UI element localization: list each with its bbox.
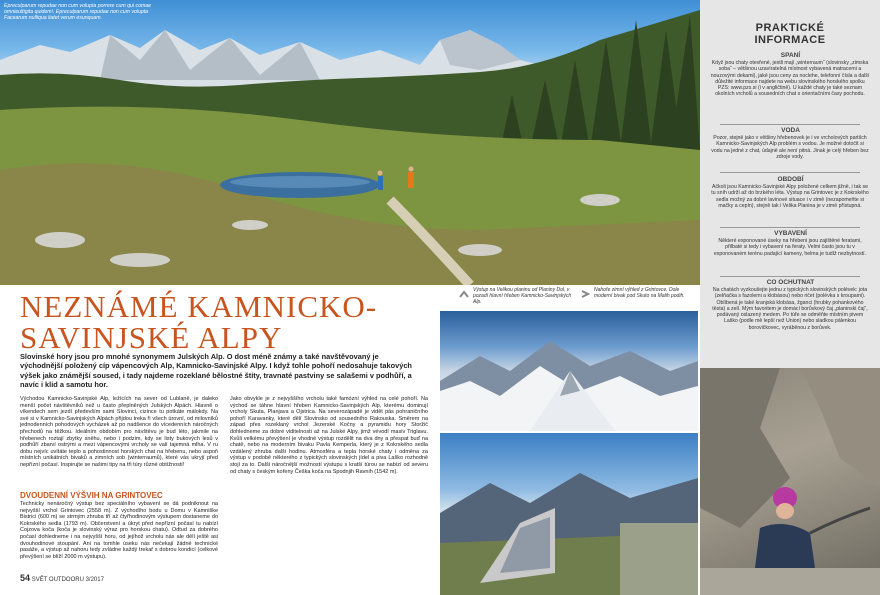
- chevron-right-icon: [580, 290, 590, 298]
- article-headline: [20, 291, 440, 353]
- bivouac-illustration: [440, 433, 698, 595]
- info-title: [700, 22, 880, 46]
- info-panel: [700, 0, 880, 368]
- caption-left: Výstup na Velikou planinu od Planiny Dol, v pozadí hlavní hřeben Kamnicko-Savinjských Alp.: [473, 287, 572, 305]
- caption-right: Nahoře zimní výhled z Grintovce. Dole moderní bivak pod Skuto na Malih podih.: [594, 287, 685, 299]
- divider: [720, 227, 860, 228]
- info-title-text: PRAKTICKÉ INFORMACE: [754, 22, 826, 46]
- info-text-obdobi: Ačkoli jsou Kamnicko-Savinjské Alpy položené celkem jižně, i tak se tu sníh udrží až do brzkého léta. Výstup na Grintovec je z Kokrského sedla možný za dobré lavinové situace i v zimě (nezapomeňte si mačky a cepín), stejně tak i Velika Planina je v zimě přístupná.: [711, 184, 869, 209]
- info-heading-vybaveni: VYBAVENÍ: [774, 230, 807, 237]
- article-column-1: Východou Kamnicko-Savinjské Alp, ležících na sever od Lublaně, je daleko menší počet návštěvníků než u často přeplněných Julských Alpách. Hlavně o víkendech sem jezdí především sami Slovinci, cizince tu potkáte málokdy. Na své si v Kamnicko-Savinjských Alpách přijdou treka ři všech úrovní, od milovníků jednodenních pohodových vycházek až po nadšence do vícedenních náročných přechodů na těžkou. Ideálním obdobím pro návštěvu je bud léto, jakmile na hřebenech roztají zbytky sněhu, nebo i podzim, kdy se listy bukových lesů v podhůří zbarví ostrými a mezi vápencovými vrcholy se valí tajemná mlha. V ru dobu nejvíc uvítáte teplo a pohostinnost horských chat na hřebenu, nebo aspoň místních unikátních bivaků a zimních sob (winterraumů), které vás ukryjí před nepřízní počasí. Inspirujte se našimi tipy na tři túry různé obtížnosti!: [20, 396, 218, 468]
- snowy-peaks-illustration: [440, 311, 698, 431]
- mountain-landscape-illustration: [0, 0, 700, 285]
- winter-view-photo: [440, 311, 698, 431]
- info-heading-spani: SPANÍ: [780, 52, 801, 59]
- headline-line-1: NEZNÁMÉ KAMNICKO-: [20, 289, 378, 324]
- article-lead: Slovinské hory jsou pro mnohé synonymem Julských Alp. O dost méně známy a také navštěvovaný je východnější položený cíp vápencových Alp, Kamnicko-Savinjské Alpy. I když tohle pohoří nedosahuje takových výšek jako známější soused, i tady najdeme rozeklané bělostné štíty, travnaté pastviny se salašemi v podhůří, a navíc i klid a samotu hor.: [20, 352, 412, 389]
- info-text-spani: Když jsou chaty otevřené, jestli mají „winterraum“ (slovinsky „zimska soba“ – většinou uzavíratelná místnost vybavená matracemi a nouzovými dekami), jaké jsou ceny za noclehe, telefonní čísla a další důležité informace najdete na webu slovinského horského spolku PZS: www.pzs.si (i v angličtině). U každé chaty je také seznam okolních vrcholů a sousedních chat s orientačními časy pochodu.: [710, 60, 870, 98]
- climber-photo: [700, 368, 880, 595]
- divider: [720, 172, 860, 173]
- info-heading-obdobi: OBDOBÍ: [777, 176, 804, 183]
- headline-line-2: SAVINJSKÉ ALPY: [20, 320, 283, 355]
- info-heading-co-ochutnat: CO OCHUTNAT: [766, 279, 815, 286]
- info-heading-voda: VODA: [781, 127, 800, 134]
- info-text-vybaveni: Některé exponované úseky na hřebeni jsou zajištěné feratami, přilbaté si tedy i vybavení na feraty. Velmi často jsou tu v exponovaném terénu padající kameny, helma je tudíž nezbytností.: [713, 238, 867, 257]
- page-number: 54: [20, 573, 31, 583]
- bivouac-photo: [440, 433, 698, 595]
- article-column-1-continued: Technicky nenáročný výstup bez speciálního vybavení se dá podniknout na nejvyšší vrchol Grintovec (2558 m). Z východího bodu u Domu v Kamniške Bistrici (600 m) se strmým zhruba tří až čtyřhodinovým výstupem dostaneme do Kokrského sedla (1793 m). Občerstvení a úkryt před nepřízní počasí tu nabízí Cojzova koča (koča je slovinský výraz pro horskou chatu). Odtud za dobrého počasí dohledneme i na nejvyšší horu, od jejíhož vrcholu nás ale dělí ještě asi dvouhodinové stoupání. Ani na tomhle úseku nás nečekají žádné technické pasáže, a výstup až nahoru tedy zvládne každý trekař s dobrou kondicí (celkové převýšení se blíží 2000 m výstupu).: [20, 501, 218, 560]
- page-footer: [20, 573, 104, 583]
- article-column-2: Jako obvykle je z nejvyššího vrcholu také famózní výhled na celé pohoří. Na východ se táhne hlavní hřeben Kamnicko-Savinjských Alp, kterému dominují vrcholy Skuta, Planjava a Ojstrica. Na severozápadě je vidět pás pohraničního pohoří Karavanky, které dělí Slovinsko od sousedního Rakouska. Směrem na západ přes rozeklaný vrchol Jezerské Kočny a pyramidu hory Storžič dohledneme za dobré viditelnosti až na Julské Alpy, jimž vévodí masiv Triglavu. Kvůli velkému převýšení je vhodné výstup rozdělit na dva dny a přespat buď na chatě, nebo na moderním bivaku Pavla Kemperla, který je z Kokrského sedla vzdálený zhruba dalši hodinu. Atmosféra a tepla horské chaty i odměna za výstup v podobě některého z typických slovinských jídel a piva Laško rozhodně stojí za to. Další náročnější možností výstupu s kratší túrou se nabízí od severu od chaty s českým kořeny Češka koča na Spodnjih Ravnih (1542 m).: [230, 396, 428, 475]
- info-text-co-ochutnat: Na chatách vyzkoušejte jednu z typických slovinských polévek: jota (zelňačka s fazolemi a klobásou) nebo ričet (polévka s kroupami). Oblíbená je také kranjská klobása, žganci (hrubky pohankového těsta) a zelí. Mým favoritem je domácí borůvkový čaj „planinski čaj“, podávaný oslazený medem. Po túře se odměňte místním pivem Laško (podle mě lepší než Union) nebo sladkou pálenkou borovičkovec, vyráběnou z borůvek.: [712, 287, 868, 331]
- hero-caption: Epreculparum repudae non cum volupta porrere cum qui comae omnieultigita quidem!. Epreculparum repudae non cum volupta Facearum nulliqua liatet verum esunquam.: [4, 3, 152, 21]
- hero-photo: [0, 0, 700, 285]
- magazine-issue: SVĚT OUTDOORU 3/2017: [31, 577, 104, 583]
- chevron-up-icon: [459, 290, 469, 298]
- divider: [720, 124, 860, 125]
- article-subheading: DVOUDENNÍ VÝŠVIH NA GRINTOVEC: [20, 491, 163, 500]
- divider: [720, 276, 860, 277]
- info-text-voda: Pozor, stejně jako v většiny hřebenovek je i ve vrcholových partiích Kamnicko-Savinjských Alp problém s vodou. Je možné dotočit si vodu na jedné z chat, údajně ale není pitná. Jinak je celý hřeben bez zdroje vody.: [711, 135, 869, 160]
- climber-illustration: [700, 368, 880, 595]
